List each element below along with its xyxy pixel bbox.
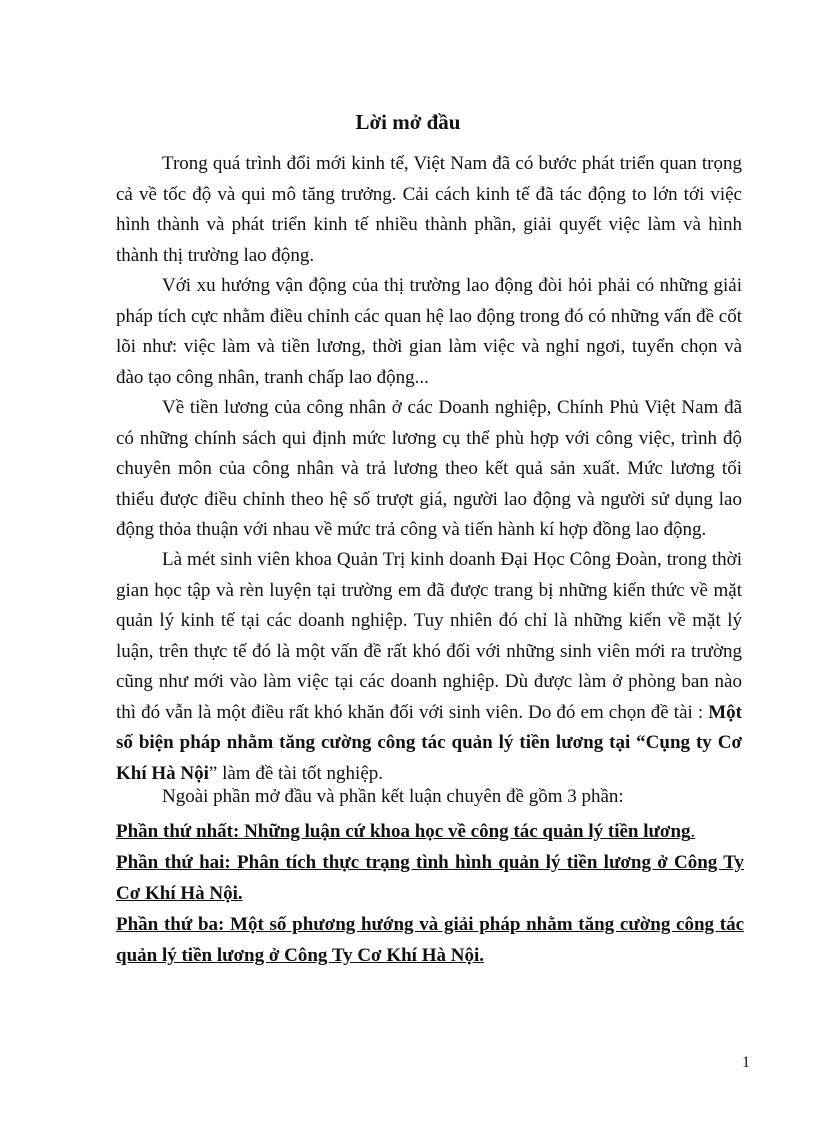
paragraph-topic-text: Là mét sinh viên khoa Quản Trị kinh doanh Đại Học Công Đoàn, trong thời gian học tập và rèn luyện tại trường em đã được trang bị những kiến thức về mặt quản lý kinh tế tại các doanh nghiệp. Tuy nhiên đó chỉ là những kiến về mặt lý luận, trên thực tế đó là một vấn đề rất khó đối với những sinh viên mới ra trường cũng như mới vào làm việc tại các doanh nghiệp. Dù được làm ở phòng ban nào thì đó vẫn là một điều rất khó khăn đối với sinh viên. Do đó em chọn đề tài : bbox=[116, 549, 742, 723]
part-one-period: . bbox=[690, 821, 696, 842]
paragraph-parts-intro: Ngoài phần mở đầu và phần kết luận chuyên đề gồm 3 phần: bbox=[162, 786, 624, 807]
paragraph-labor-market: Với xu hướng vận động của thị trường lao động đòi hỏi phải có những giải pháp tích cực nhằm điều chỉnh các quan hệ lao động trong đó có những vấn đề cốt lõi như: việc làm và tiền lương, thời gian làm việc và nghỉ ngơi, tuyển chọn và đào tạo công nhân, tranh chấp lao động... bbox=[116, 275, 742, 388]
page-number: 1 bbox=[742, 1054, 750, 1071]
part-one-text: Phần thứ nhất: Những luận cứ khoa học về công tác quản lý tiền lương bbox=[116, 821, 691, 842]
parts-list bbox=[116, 816, 744, 971]
paragraph-intro: Trong quá trình đổi mới kinh tế, Việt Nam đã có bước phát triển quan trọng cả về tốc độ và qui mô tăng trưởng. Cải cách kinh tế đã tác động to lớn tới việc hình thành và phát triển kinh tế nhiều thành phần, giải quyết việc làm và hình thành thị trường lao động. bbox=[116, 153, 742, 266]
part-one bbox=[116, 816, 744, 847]
paragraph-wages: Về tiền lương của công nhân ở các Doanh nghiệp, Chính Phủ Việt Nam đã có những chính sách qui định mức lương cụ thể phù hợp với công việc, trình độ chuyên môn của công nhân và trả lương theo kết quả sản xuất. Mức lương tối thiểu được điều chỉnh theo hệ số trượt giá, người lao động và người sử dụng lao động thỏa thuận với nhau về mức trả công và tiến hành kí hợp đồng lao động. bbox=[116, 397, 742, 540]
paragraph-topic bbox=[116, 545, 742, 789]
part-three: Phần thứ ba: Một số phương hướng và giải pháp nhằm tăng cường công tác quản lý tiền lương ở Công Ty Cơ Khí Hà Nội. bbox=[116, 914, 744, 966]
page-title: Lời mở đầu bbox=[355, 110, 461, 134]
part-two: Phần thứ hai: Phân tích thực trạng tình hình quản lý tiền lương ở Công Ty Cơ Khí Hà Nội. bbox=[116, 852, 744, 904]
paragraph-topic-ending: ” làm đề tài tốt nghiệp. bbox=[208, 762, 384, 784]
topic-title: Một số biện pháp nhằm tăng cường công tác quản lý tiền lương tại “Cụng ty Cơ Khí Hà Nội bbox=[116, 701, 742, 784]
